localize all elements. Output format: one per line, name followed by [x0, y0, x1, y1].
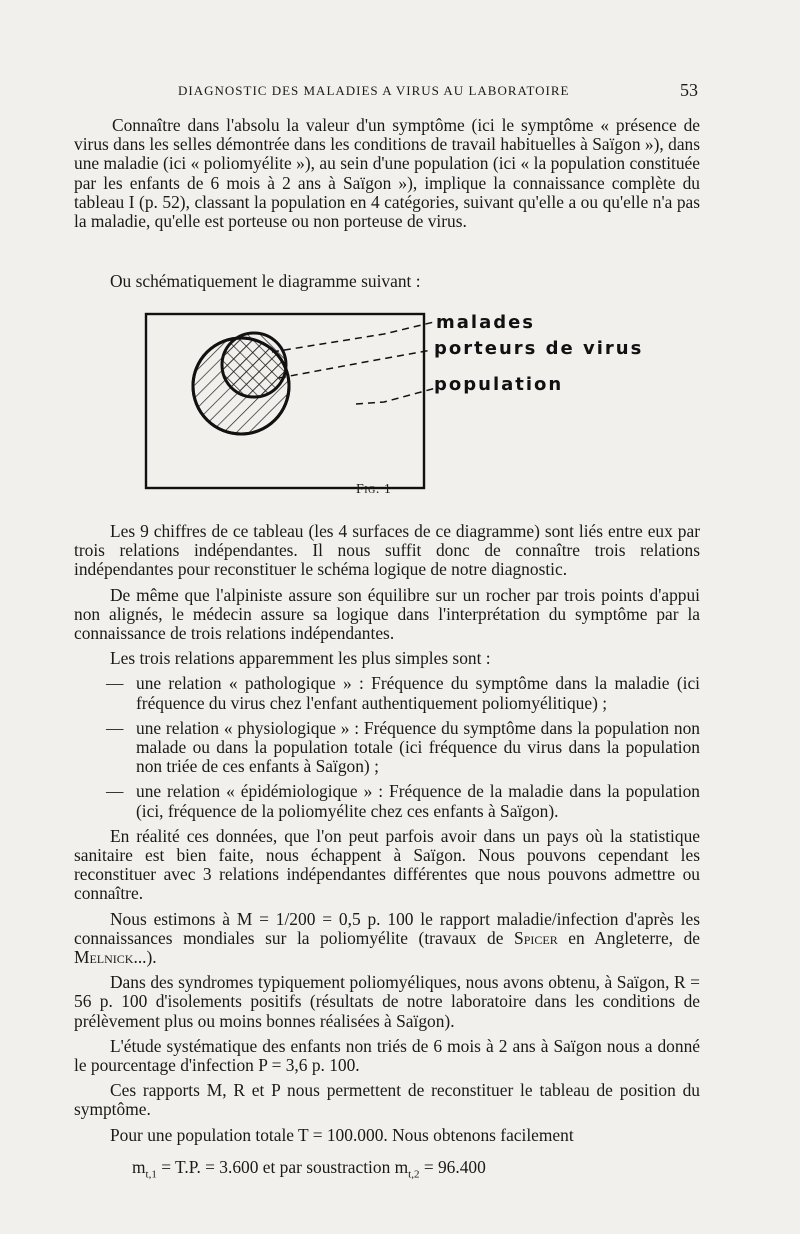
dash-mark: — [106, 673, 124, 694]
body-p7: L'étude systématique des enfants non triés de 6 mois à 2 ans à Saïgon nous a donné le pourcentage d'infection P = 3,6 p. 100. [74, 1035, 700, 1076]
formula-sub2: t,2 [408, 1168, 420, 1181]
dash-mark: — [106, 717, 124, 738]
leader-porteurs [279, 350, 432, 378]
p5-text-c: ...). [133, 947, 157, 968]
venn-figure [144, 308, 644, 508]
body-p8: Ces rapports M, R et P nous permettent de reconstituer le tableau de position du symptôme. [74, 1080, 700, 1120]
caption-prefix: Fig. [356, 482, 380, 497]
caption-number: 1 [383, 482, 392, 497]
body-p3: Les trois relations apparemment les plus simples sont : [110, 648, 491, 669]
body-p5 [74, 910, 700, 968]
label-porteurs: porteurs de virus [434, 338, 644, 359]
body-p2: De même que l'alpiniste assure son équilibre sur un rocher par trois points d'appui non alignés, le médecin assure sa logique dans l'interprétation du symptôme par la connaissance de trois relations indépendantes. [74, 584, 700, 644]
dash-mark: — [106, 781, 124, 802]
diagram-intro: Ou schématiquement le diagramme suivant : [110, 271, 421, 291]
p5-text-b: en Angleterre, de [557, 927, 700, 948]
intro-paragraph: Connaître dans l'absolu la valeur d'un symptôme (ici le symptôme « présence de virus dans les selles démontrée dans les conditions de travail habituelles à Saïgon »), dans une maladie (ici « poliomyélite »), au sein d'une population (ici « la population constituée par les enfants de 6 mois à 2 ans à Saïgon »), implique la connaissance complète du tableau I (p. 52), classant la population en 4 catégories, suivant qu'elle a ou qu'elle n'a pas la maladie, qu'elle est porteuse ou non porteuse de virus. [74, 115, 700, 232]
figure-caption [356, 482, 391, 498]
list-item [74, 719, 700, 777]
author-spicer: Spicer [514, 927, 558, 948]
list-item [74, 674, 700, 712]
author-melnick: Melnick [74, 947, 134, 968]
leader-malades [272, 322, 434, 352]
label-population: population [434, 374, 564, 395]
formula-line [132, 1157, 486, 1180]
list-item-text: une relation « pathologique » : Fréquence du symptôme dans la maladie (ici fréquence du virus chez l'enfant authentiquement poliomyélitique) ; [136, 673, 700, 713]
body-p4: En réalité ces données, que l'on peut parfois avoir dans un pays où la statistique sanitaire est bien faite, nous échappent à Saïgon. Nous pouvons cependant les reconstituer avec 3 relations indépendantes différentes que nous pouvons admettre ou connaître. [74, 825, 700, 904]
body-p6: Dans des syndromes typiquement poliomyéliques, nous avons obtenu, à Saïgon, R = 56 p. 100 d'isolements positifs (résultats de notre laboratoire dans les conditions de prélèvement plus ou moins bonnes réalisées à Saïgon). [74, 972, 700, 1031]
formula-sub1: t,1 [145, 1168, 157, 1181]
formula-eq2: = 96.400 [419, 1157, 486, 1177]
label-malades: malades [436, 312, 536, 333]
running-title: DIAGNOSTIC DES MALADIES A VIRUS AU LABORATOIRE [178, 83, 570, 98]
formula-m1: m [132, 1157, 146, 1177]
page-number: 53 [680, 80, 698, 100]
list-item-text: une relation « physiologique » : Fréquence du symptôme dans la population non malade ou dans la population totale (ici fréquence du virus dans la population non triée de ces enfants à Saïgon) ; [136, 717, 700, 777]
body-text [74, 522, 700, 1151]
p5-text-a: Nous estimons à M = 1/200 = 0,5 p. 100 le rapport maladie/infection d'après les connaissances mondiales sur la poliomyélite (travaux de [74, 908, 700, 948]
list-item [74, 782, 700, 820]
formula-eq1: = T.P. = 3.600 et par soustraction m [156, 1157, 409, 1177]
body-p9: Pour une population totale T = 100.000. Nous obtenons facilement [110, 1124, 574, 1145]
body-p1: Les 9 chiffres de ce tableau (les 4 surfaces de ce diagramme) sont liés entre eux par trois relations indépendantes. Il nous suffit donc de connaître trois relations indépendantes pour reconstituer le schéma logique de notre diagnostic. [74, 521, 700, 580]
list-item-text: une relation « épidémiologique » : Fréquence de la maladie dans la population (ici, fréquence de la poliomyélite chez ces enfants à Saïgon). [136, 781, 700, 821]
